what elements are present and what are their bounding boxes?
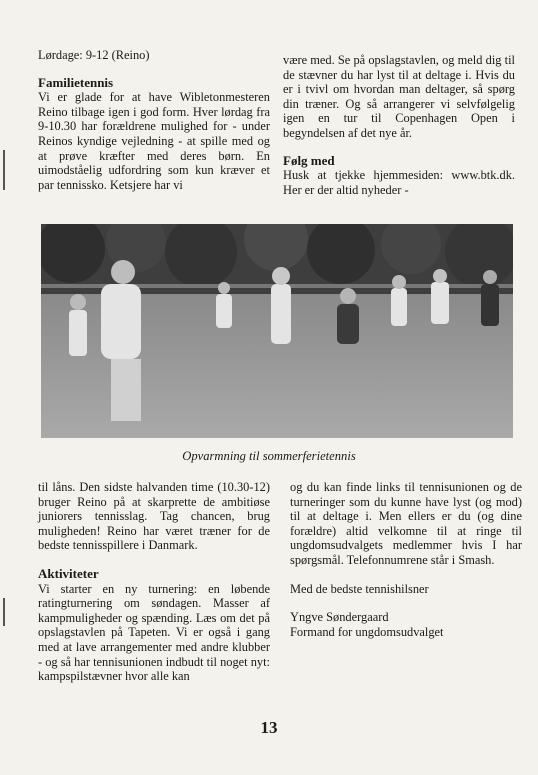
column-bottom-left: [38, 480, 270, 684]
column-bottom-right: [290, 480, 522, 639]
binder-mark-top: [3, 150, 5, 190]
binder-mark-bottom: [3, 598, 5, 626]
folg-med-heading: Følg med: [283, 152, 335, 168]
aktiviteter-body: Vi starter en ny turnering: en løbende ratingturnering om søndagen. Masser af kampmuligheder og spænding. Læs om det på opslagstavlen på Tapeten. Vi er også i gang med at lave arrangementer med andre klubber - og så har tennisunionen indbudt til noget nyt: kampspilstævner hvor alle kan: [38, 581, 270, 684]
page-number: 13: [260, 718, 278, 737]
signoff-role: Formand for ungdomsudvalget: [290, 624, 444, 639]
photo-caption: Opvarmning til sommerferietennis: [182, 449, 356, 463]
familietennis-body: Vi er glade for at have Wibletonmesteren Reino tilbage igen i god form. Hver lørdag fra 9-10.30 har forældrene mulighed for - under Reinos kyndige vejledning - at spille med og at prøve kræfter med deres børn. En uimodståelig udfordring som kun kræver et par tennissko. Ketsjere har vi: [38, 90, 270, 192]
bottom-left-body: til låns. Den sidste halvanden time (10.30-12) bruger Reino på at skarprette de ambitiøse juniorers tennisslag. Tag chancen, brug muligheden! Reino har været træner for de bedste tennisspillere i Danmark.: [38, 480, 270, 553]
folg-med-body: Husk at tjekke hjemmesiden: www.btk.dk. Her er der altid nyheder -: [283, 168, 515, 197]
column-top-right: [283, 53, 515, 197]
signoff-name: Yngve Søndergaard: [290, 610, 389, 625]
aktiviteter-heading: Aktiviteter: [38, 565, 99, 581]
photo-illustration: [41, 224, 513, 438]
signoff-greeting: Med de bedste tennishilsner: [290, 581, 429, 596]
familietennis-heading: Familietennis: [38, 74, 114, 90]
tennis-warmup-photo: [41, 224, 513, 438]
continued-top-body: være med. Se på opslagstavlen, og meld dig til de stævner du har lyst til at deltage i. Hvis du er i tvivl om hvordan man deltager, så spørg din træner. Og så arrangerer vi selvfølgelig igen en tur til Copenhagen Open i begyndelsen af det nye år.: [283, 53, 515, 140]
column-top-left: [38, 48, 270, 192]
bottom-right-body: og du kan finde links til tennisunionen og de turneringer som du kunne have lyst (og mod) til at deltage i. Men ellers er du (og dine forældre) altid velkomne til at ringe til ungdomsudvalgets medlemmer hvis I har spørgsmål. Telefonnumrene står i Smash.: [290, 480, 522, 567]
schedule-line: Lørdage: 9-12 (Reino): [38, 48, 150, 62]
